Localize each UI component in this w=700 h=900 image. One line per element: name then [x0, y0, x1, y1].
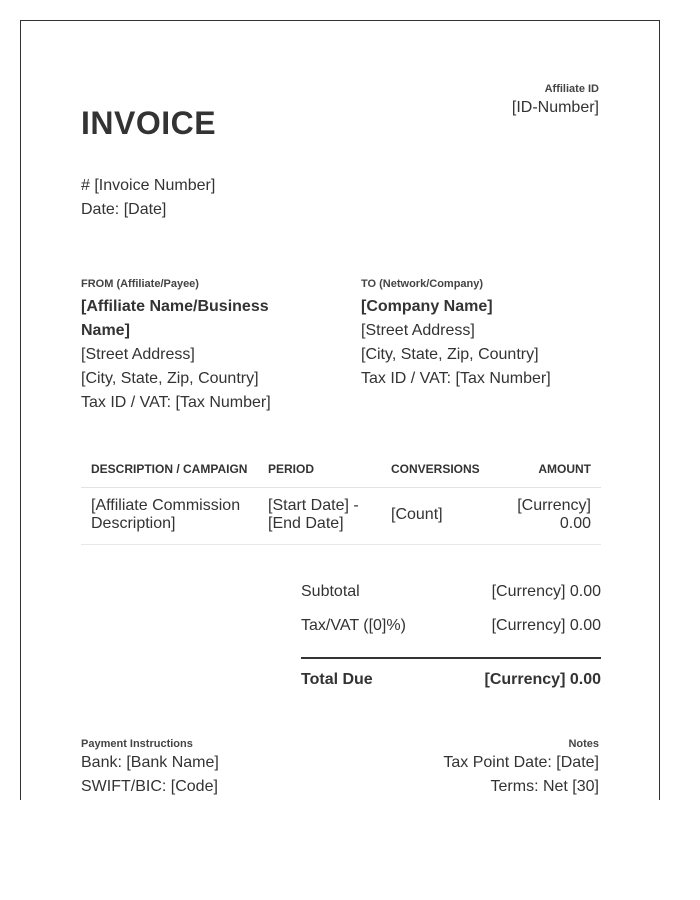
to-city: [City, State, Zip, Country]: [361, 346, 539, 363]
total-due-row: [301, 669, 601, 703]
payment-instructions: [81, 737, 219, 799]
affiliate-id-label: Affiliate ID: [544, 83, 599, 95]
totals-divider: [301, 657, 601, 659]
payment-bank: Bank: [Bank Name]: [81, 754, 219, 771]
invoice-title: INVOICE: [81, 105, 217, 141]
from-label: FROM (Affiliate/Payee): [81, 278, 199, 290]
invoice-meta: [81, 174, 215, 222]
cell-amount: [Currency] 0.00: [501, 488, 601, 545]
total-due-label: Total Due: [301, 671, 373, 688]
subtotal-label: Subtotal: [301, 583, 360, 600]
line-items-table: [81, 451, 601, 545]
notes-tax-point: Tax Point Date: [Date]: [443, 754, 599, 771]
tax-label: Tax/VAT ([0]%): [301, 617, 406, 634]
header-conversions: CONVERSIONS: [381, 451, 501, 488]
payment-label: Payment Instructions: [81, 738, 193, 750]
payment-swift: SWIFT/BIC: [Code]: [81, 778, 218, 795]
notes-label: Notes: [568, 738, 599, 750]
from-block: [81, 277, 301, 415]
to-block: [361, 277, 581, 391]
header-description: DESCRIPTION / CAMPAIGN: [81, 451, 258, 488]
cell-description: [Affiliate Commission Description]: [81, 488, 258, 545]
invoice-number: # [Invoice Number]: [81, 177, 216, 194]
to-street: [Street Address]: [361, 322, 475, 339]
totals-block: [301, 581, 601, 703]
affiliate-id-value: [ID-Number]: [511, 99, 599, 116]
from-street: [Street Address]: [81, 346, 195, 363]
to-label: TO (Network/Company): [361, 278, 484, 290]
cell-period: [Start Date] - [End Date]: [258, 488, 381, 545]
table-header-row: [81, 451, 601, 488]
invoice-date: Date: [Date]: [81, 201, 167, 218]
notes-terms: Terms: Net [30]: [490, 778, 599, 795]
table-row: [81, 488, 601, 545]
header-amount: AMOUNT: [501, 451, 601, 488]
notes-block: [443, 737, 599, 799]
from-tax: Tax ID / VAT: [Tax Number]: [81, 394, 271, 411]
header-period: PERIOD: [258, 451, 381, 488]
cell-conversions: [Count]: [381, 488, 501, 545]
total-due-value: [Currency] 0.00: [484, 671, 601, 688]
to-tax: Tax ID / VAT: [Tax Number]: [361, 370, 551, 387]
tax-value: [Currency] 0.00: [491, 617, 601, 634]
to-name: [Company Name]: [361, 298, 493, 315]
from-city: [City, State, Zip, Country]: [81, 370, 259, 387]
invoice-page: [20, 20, 660, 800]
from-name: [Affiliate Name/Business Name]: [81, 298, 269, 339]
subtotal-row: [301, 581, 601, 615]
subtotal-value: [Currency] 0.00: [491, 583, 601, 600]
affiliate-id-block: [512, 83, 599, 117]
tax-row: [301, 615, 601, 649]
